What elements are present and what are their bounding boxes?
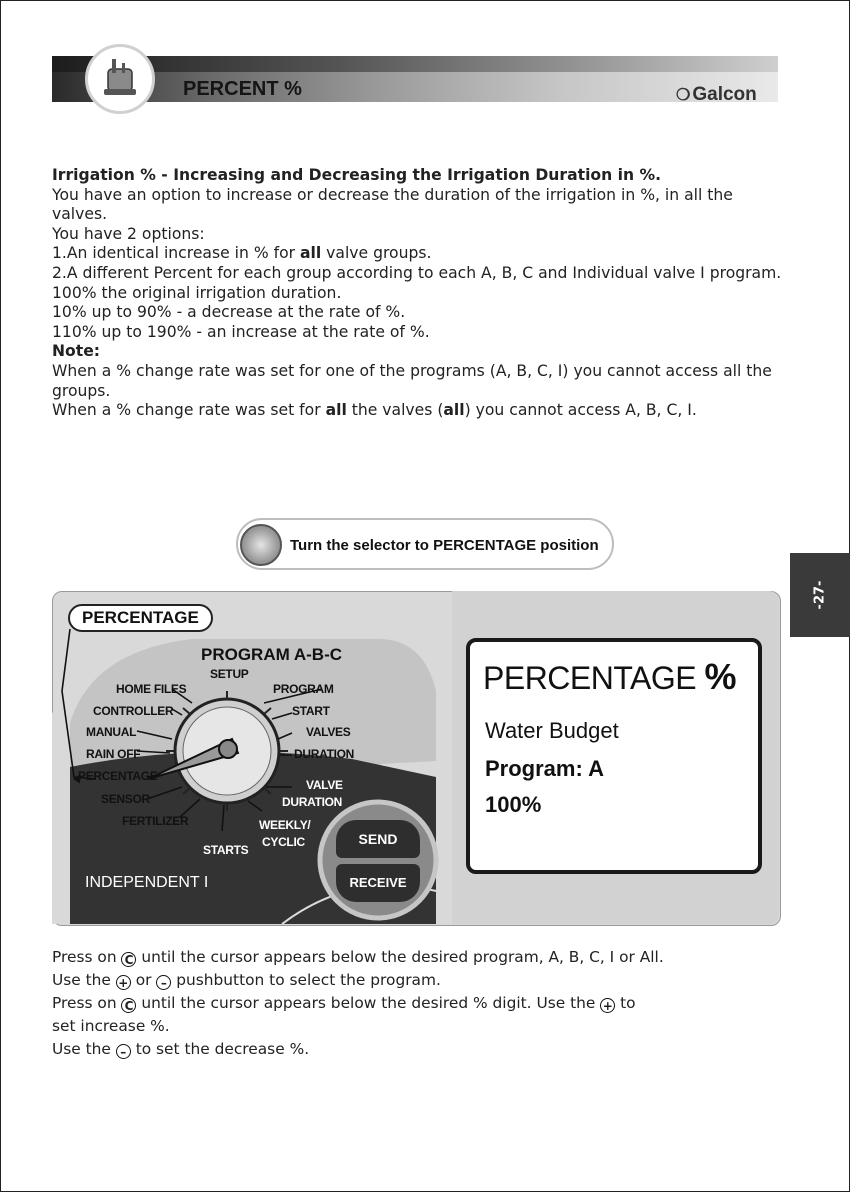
controller-device-icon: [85, 44, 155, 114]
lcd-line-water-budget: Water Budget: [485, 718, 619, 743]
instruction-line: Use the + or – pushbutton to select the program.: [52, 971, 441, 990]
lcd-line-program: Program: A: [485, 756, 604, 781]
dial-label-controller: CONTROLLER: [93, 704, 174, 718]
dial-label-manual: MANUAL: [86, 725, 137, 739]
instructions: [52, 946, 772, 1061]
note-label: Note:: [52, 342, 101, 361]
instruction-line: Press on C until the cursor appears below the desired % digit. Use the + to: [52, 994, 636, 1013]
dial-label-weekly: WEEKLY/: [259, 818, 311, 832]
cursor-button-icon: C: [121, 952, 136, 967]
page-number: -27-: [812, 580, 828, 610]
brand-logo: [676, 84, 757, 106]
plus-button-icon: +: [116, 975, 131, 990]
page-title: PERCENT %: [183, 78, 302, 100]
header-stripe: [52, 56, 778, 72]
selector-hint-text: Turn the selector to PERCENTAGE position: [290, 537, 599, 554]
dial-label-starts: STARTS: [203, 843, 249, 857]
receive-button: RECEIVE: [336, 864, 420, 902]
lcd-line-percent: 100%: [485, 792, 542, 817]
galcon-logo-icon: ❍: [676, 87, 691, 104]
lcd-title: PERCENTAGE %: [483, 656, 737, 697]
percentage-tag: PERCENTAGE: [68, 604, 213, 632]
dial-label-program: PROGRAM: [273, 682, 334, 696]
dial-label-percentage: PERCENTAGE: [78, 769, 158, 783]
dial-label-rain-off: RAIN OFF: [86, 747, 141, 761]
instruction-line: set increase %.: [52, 1017, 170, 1035]
paragraph: You have 2 options:: [52, 224, 205, 243]
option-2: 2.A different Percent for each group according to each A, B, C and Individual valve I program.: [52, 263, 782, 282]
dial-label-sensor: SENSOR: [101, 792, 150, 806]
intro-section: [52, 166, 792, 421]
minus-button-icon: –: [156, 975, 171, 990]
instruction-line: Press on C until the cursor appears below the desired program, A, B, C, I or All.: [52, 948, 664, 967]
note-line: When a % change rate was set for all the valves (all) you cannot access A, B, C, I.: [52, 401, 697, 420]
paragraph: You have an option to increase or decrease the duration of the irrigation in %, in all the valves.: [52, 185, 733, 224]
independent-label: INDEPENDENT I: [85, 874, 209, 891]
dial-label-fertilizer: FERTILIZER: [122, 814, 189, 828]
dial-label-duration: DURATION: [294, 747, 355, 761]
dial-label-setup: SETUP: [210, 667, 249, 681]
instruction-line: Use the – to set the decrease %.: [52, 1040, 310, 1059]
info-line: 10% up to 90% - a decrease at the rate of %.: [52, 303, 406, 322]
plus-button-icon: +: [600, 998, 615, 1013]
dial-label-cyclic: CYCLIC: [262, 835, 305, 849]
info-line: 110% up to 190% - an increase at the rate of %.: [52, 322, 430, 341]
brand-name: Galcon: [692, 84, 757, 105]
send-button: SEND: [336, 820, 420, 858]
program-abc-heading: PROGRAM A-B-C: [201, 645, 343, 664]
dial-label-start: START: [292, 704, 330, 718]
dial-label-valves: VALVES: [306, 725, 351, 739]
info-line: 100% the original irrigation duration.: [52, 283, 342, 302]
page-number-tab: [790, 553, 850, 637]
note-line: When a % change rate was set for one of the programs (A, B, C, I) you cannot access all the groups.: [52, 361, 772, 400]
dial-label-valve: VALVE: [306, 778, 343, 792]
option-1: 1.An identical increase in % for all valve groups.: [52, 244, 432, 263]
minus-button-icon: –: [116, 1044, 131, 1059]
selector-knob-icon: [240, 524, 282, 566]
cursor-button-icon: C: [121, 998, 136, 1013]
dial-label-valve-duration: DURATION: [282, 795, 343, 809]
section-heading: Irrigation % - Increasing and Decreasing the Irrigation Duration in %.: [52, 166, 662, 184]
dial-label-home-files: HOME FILES: [116, 682, 187, 696]
